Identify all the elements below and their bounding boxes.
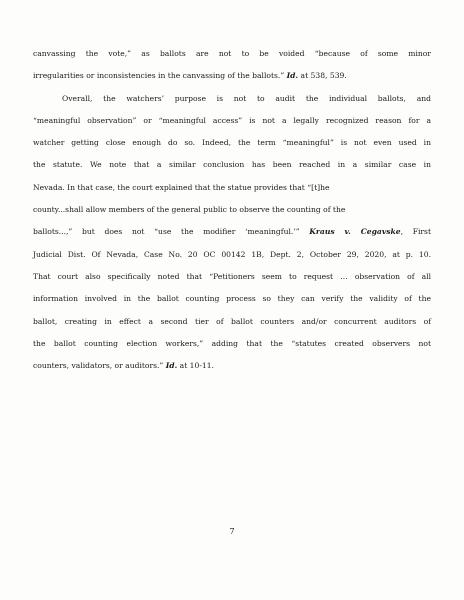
text-run: ballot, creating in effect a second tier of ballot counters and/or concurrent auditors of <box>33 316 431 326</box>
text-run: the ballot counting election workers,” adding that the “statutes created observers not <box>33 338 431 348</box>
text-run: Overall, the watchers’ purpose is not to audit the individual ballots, and <box>62 93 431 103</box>
case-citation: Kraus v. Cegavske <box>309 227 401 237</box>
text-run: county...shall allow members of the general public to observe the counting of the <box>33 205 346 215</box>
text-run: “meaningful observation” or “meaningful access” is not a legally recognized reason for a <box>33 115 431 125</box>
text-run: canvassing the vote,” as ballots are not to be voided “because of some minor <box>33 49 431 58</box>
text-run: ballots...,” but does not “use the modifier ‘meaningful.’” <box>33 227 310 237</box>
text-line <box>33 221 431 243</box>
text-line <box>33 65 431 87</box>
body-text <box>33 43 431 377</box>
text-line <box>33 88 431 110</box>
text-line <box>33 177 431 199</box>
text-run: Nevada. In that case, the court explained that the statue provides that “[t]he <box>33 182 330 192</box>
citation-id: Id. <box>165 361 178 371</box>
text-line <box>33 154 431 176</box>
text-run: Judicial Dist. Of Nevada, Case No. 20 OC 00142 1B, Dept. 2, October 29, 2020, at p. 10. <box>33 249 431 259</box>
text-run: information involved in the ballot counting process so they can verify the validity of the <box>33 294 431 304</box>
text-line <box>33 288 431 310</box>
text-line <box>33 43 431 65</box>
text-line <box>33 333 431 355</box>
text-line <box>33 244 431 266</box>
text-run: , First <box>400 227 431 237</box>
text-run: That court also specifically noted that “Petitioners seem to request … observation of all <box>33 271 431 281</box>
text-line <box>33 266 431 288</box>
text-run: at 538, 539. <box>298 71 347 81</box>
text-run: the statute. We note that a similar conclusion has been reached in a similar case in <box>33 160 431 170</box>
page-number: 7 <box>229 527 235 536</box>
text-run: watcher getting close enough do so. Indeed, the term “meaningful” is not even used in <box>33 138 431 148</box>
citation-id: Id. <box>286 71 299 81</box>
text-line <box>33 199 431 221</box>
text-run: counters, validators, or auditors.” <box>33 361 166 371</box>
text-run: at 10-11. <box>177 361 214 371</box>
text-line <box>33 132 431 154</box>
text-run: irregularities or inconsistencies in the canvassing of the ballots.” <box>33 71 287 81</box>
text-line <box>33 311 431 333</box>
text-line <box>33 110 431 132</box>
text-line <box>33 355 431 377</box>
